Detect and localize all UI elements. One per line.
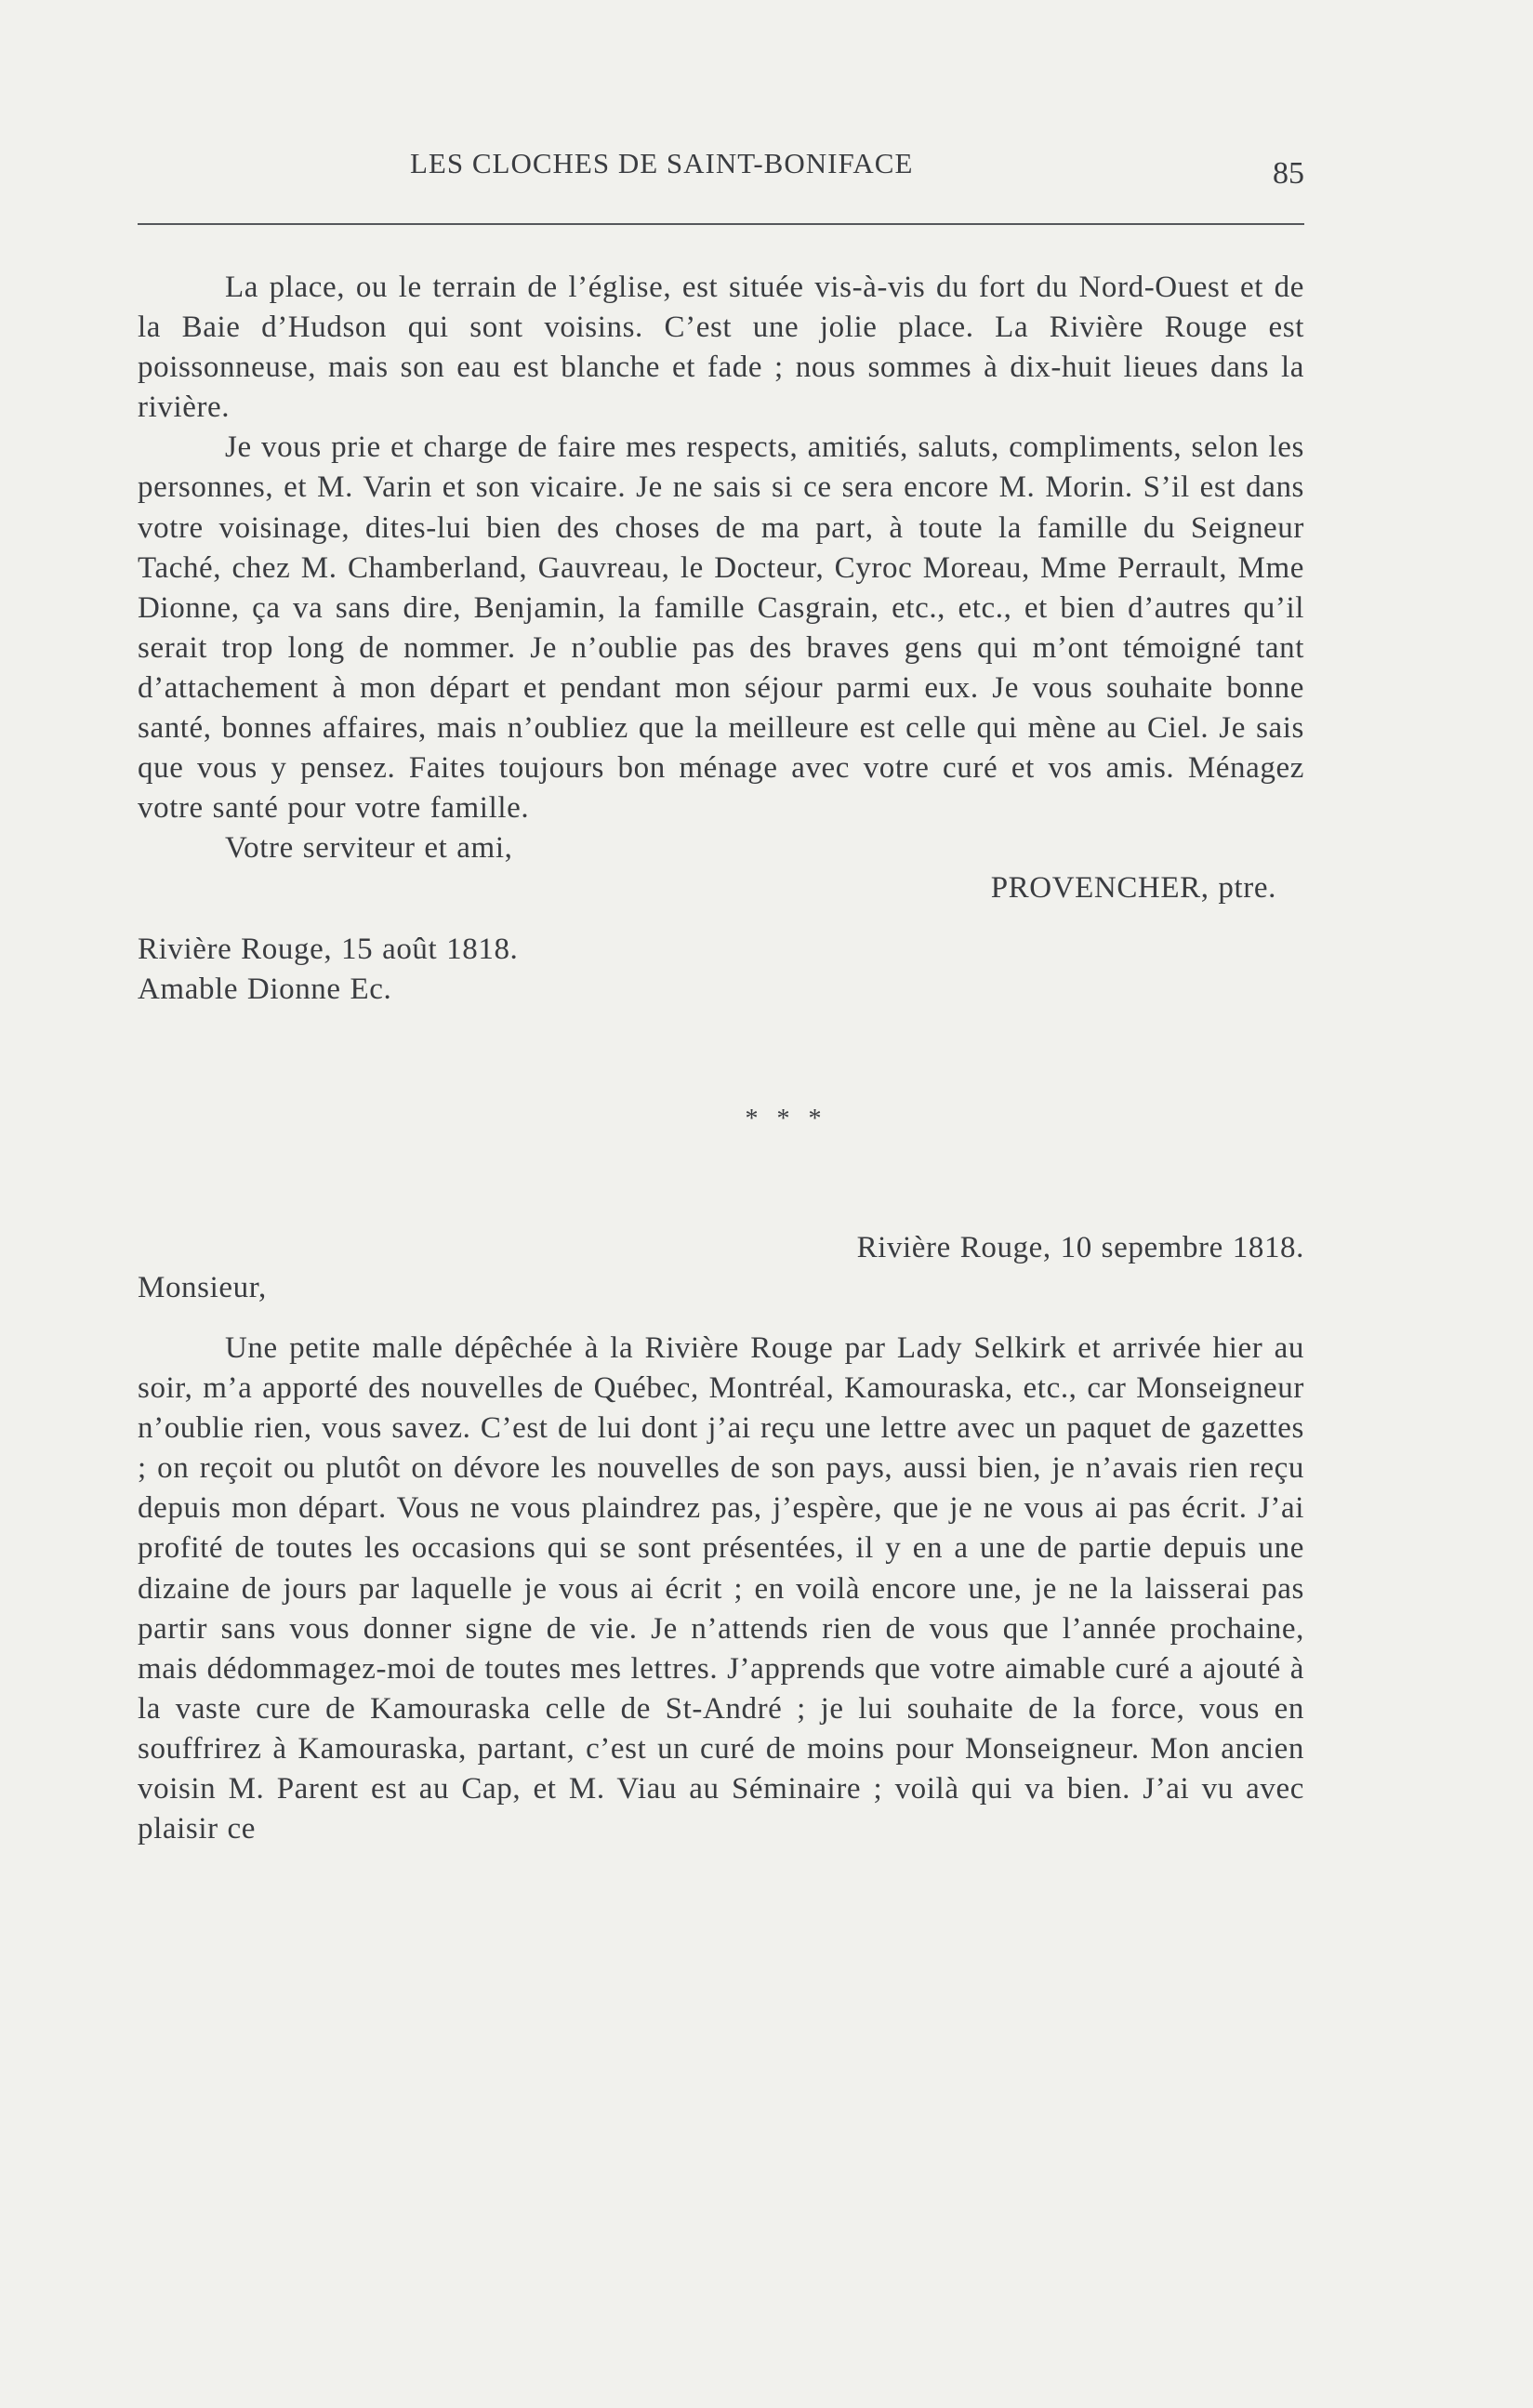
- running-title: LES CLOCHES DE SAINT-BONIFACE: [410, 147, 914, 179]
- letter1-signature: PROVENCHER, ptre.: [990, 871, 1276, 906]
- letter2-paragraph: Une petite malle dépêchée à la Rivière Rouge par Lady Selkirk et arrivée hier au soir, m’a apporté des nouvelles de Québec, Montréal, Kamouraska, etc., car Monseigneur n’oublie rien, vous savez. C’est de lui dont j’ai reçu une lettre avec un paquet de gazettes ; on reçoit ou plutôt on dévore les nouvelles de son pays, aussi bien, je n’avais rien reçu depuis mon départ. Vous ne vous plaindrez pas, j’espère, que je ne vous ai pas écrit. J’ai profité de toutes les occasions qui se sont présentées, il y en a une de partie depuis une dizaine de jours par laquelle je vous ai écrit ; en voilà encore une, je ne la laisserai pas partir sans vous donner signe de vie. Je n’attends rien de vous que l’année prochaine, mais dédommagez-moi de toutes mes lettres. J’apprends que votre aimable curé a ajouté à la vaste cure de Kamouraska celle de St-André ; je lui souhaite de la force, vous en souffrirez à Kamouraska, partant, c’est un curé de moins pour Monseigneur. Mon ancien voisin M. Parent est au Cap, et M. Viau au Séminaire ; voilà qui va bien. J’ai vu avec plaisir ce: [138, 1330, 1304, 1846]
- letter1-paragraph-2: Je vous prie et charge de faire mes respects, amitiés, saluts, compliments, selon les personnes, et M. Varin et son vicaire. Je ne sais si ce sera encore M. Morin. S’il est dans votre voisinage, dites-lui bien des choses de ma part, à toute la famille du Seigneur Taché, chez M. Chamberland, Gauvreau, le Docteur, Cyroc Moreau, Mme Perrault, Mme Dionne, ça va sans dire, Benjamin, la famille Casgrain, etc., etc., et bien d’autres qu’il serait trop long de nommer. Je n’oublie pas des braves gens qui m’ont témoigné tant d’attachement à mon départ et pendant mon séjour parmi eux. Je vous souhaite bonne santé, bonnes affaires, mais n’oubliez que la meilleure est celle qui mène au Ciel. Je sais que vous y pensez. Faites toujours bon ménage avec votre curé et vos amis. Ménagez votre santé pour votre famille.: [138, 430, 1304, 826]
- spacer: [138, 1139, 1304, 1228]
- letter2-dateline: Rivière Rouge, 10 sepembre 1818.: [856, 1230, 1304, 1264]
- header-rule: [138, 223, 1304, 225]
- letter1-paragraph-1: La place, ou le terrain de l’église, est située vis-à-vis du fort du Nord-Ouest et de la Baie d’Hudson qui sont voisins. C’est une jolie place. La Rivière Rouge est poissonneuse, mais son eau est blanche et fade ; nous sommes à dix-huit lieues dans la rivière.: [138, 271, 1304, 425]
- letter2-salutation: Monsieur,: [138, 1270, 267, 1304]
- page-number: 85: [1273, 156, 1304, 191]
- document-page: [138, 0, 1304, 2408]
- letter1-place-date: Rivière Rouge, 15 août 1818.: [138, 932, 519, 966]
- letter1-closing: Votre serviteur et ami,: [225, 831, 513, 866]
- section-separator: * * *: [745, 1104, 827, 1133]
- page-header: [138, 147, 1304, 193]
- page-body: [138, 268, 1304, 1849]
- letter1-addressee: Amable Dionne Ec.: [138, 972, 392, 1006]
- spacer: [138, 909, 1304, 930]
- spacer: [138, 1010, 1304, 1099]
- spacer: [138, 1308, 1304, 1329]
